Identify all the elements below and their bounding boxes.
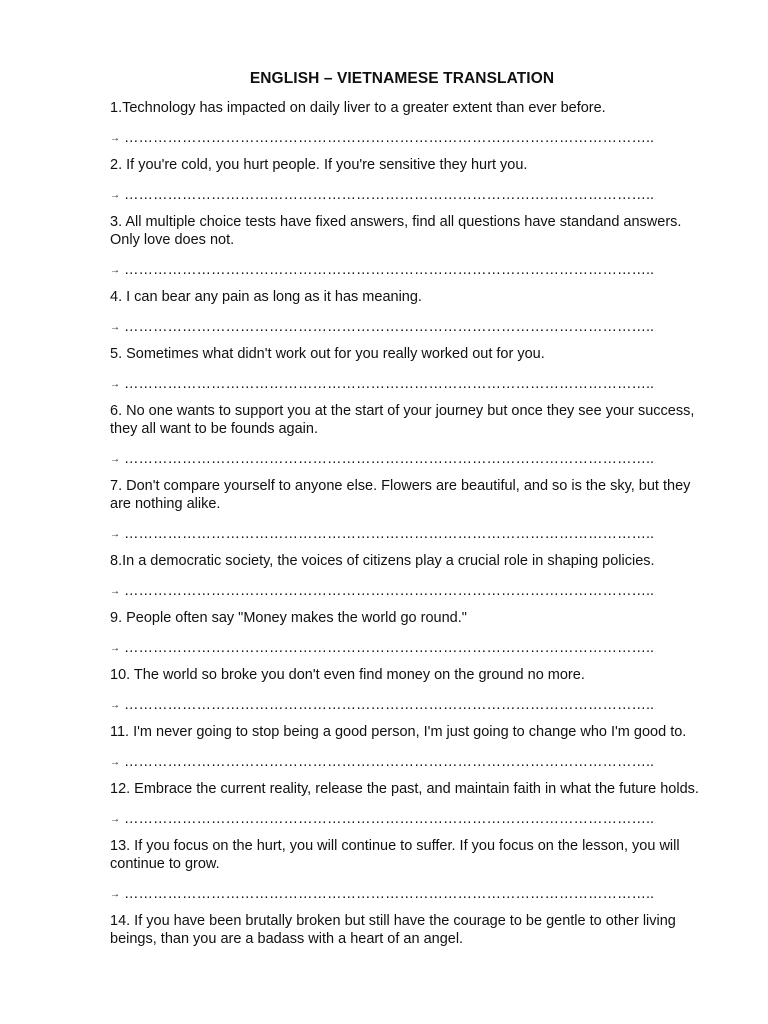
answer-dots: ……………………………………………………………………………………………….. [124, 886, 655, 902]
question-text: 6. No one wants to support you at the start of your journey but once they see your success, they all want to be founds again. [110, 403, 695, 437]
answer-dots: ……………………………………………………………………………………………….. [124, 187, 655, 203]
arrow-icon: → [110, 814, 120, 825]
answer-dots: ……………………………………………………………………………………………….. [124, 376, 655, 392]
answer-dots: ……………………………………………………………………………………………….. [124, 583, 655, 599]
question-text: 2. If you're cold, you hurt people. If you're sensitive they hurt you. [110, 157, 528, 173]
answer-line [110, 810, 710, 829]
list-item [110, 345, 710, 394]
answer-line [110, 261, 710, 280]
answer-line [110, 450, 710, 469]
list-item [110, 156, 710, 205]
answer-line [110, 696, 710, 715]
question-text: 12. Embrace the current reality, release the past, and maintain faith in what the future holds. [110, 781, 699, 797]
answer-dots: ……………………………………………………………………………………………….. [124, 640, 655, 656]
answer-line [110, 885, 710, 904]
list-item [110, 780, 710, 829]
answer-dots: ……………………………………………………………………………………………….. [124, 526, 655, 542]
document-title: ENGLISH – VIETNAMESE TRANSLATION [249, 70, 555, 87]
answer-line [110, 582, 710, 601]
answer-dots: ……………………………………………………………………………………………….. [124, 319, 655, 335]
translation-list [110, 99, 710, 948]
answer-line [110, 186, 710, 205]
arrow-icon: → [110, 265, 120, 276]
answer-dots: ……………………………………………………………………………………………….. [124, 811, 655, 827]
question-text: 7. Don't compare yourself to anyone else. Flowers are beautiful, and so is the sky, but they are nothing alike. [110, 478, 691, 512]
answer-dots: ……………………………………………………………………………………………….. [124, 130, 655, 146]
arrow-icon: → [110, 700, 120, 711]
answer-line [110, 375, 710, 394]
list-item [110, 723, 710, 772]
answer-dots: ……………………………………………………………………………………………….. [124, 451, 655, 467]
list-item [110, 288, 710, 337]
question-text: 13. If you focus on the hurt, you will continue to suffer. If you focus on the lesson, you will continue to grow. [110, 838, 680, 872]
question-text: 1.Technology has impacted on daily liver to a greater extent than ever before. [110, 100, 606, 116]
arrow-icon: → [110, 379, 120, 390]
arrow-icon: → [110, 586, 120, 597]
list-item [110, 552, 710, 601]
arrow-icon: → [110, 454, 120, 465]
arrow-icon: → [110, 322, 120, 333]
answer-line [110, 525, 710, 544]
question-text: 14. If you have been brutally broken but still have the courage to be gentle to other living beings, than you are a badass with a heart of an angel. [110, 913, 676, 947]
arrow-icon: → [110, 133, 120, 144]
answer-dots: ……………………………………………………………………………………………….. [124, 754, 655, 770]
list-item [110, 666, 710, 715]
list-item [110, 99, 710, 148]
arrow-icon: → [110, 757, 120, 768]
arrow-icon: → [110, 190, 120, 201]
question-text: 10. The world so broke you don't even find money on the ground no more. [110, 667, 585, 683]
question-text: 9. People often say "Money makes the world go round." [110, 610, 467, 626]
answer-dots: ……………………………………………………………………………………………….. [124, 697, 655, 713]
question-text: 11. I'm never going to stop being a good person, I'm just going to change who I'm good to. [110, 724, 687, 740]
list-item [110, 213, 710, 280]
list-item [110, 609, 710, 658]
question-text: 3. All multiple choice tests have fixed answers, find all questions have standand answers. Only love does not. [110, 214, 682, 248]
arrow-icon: → [110, 889, 120, 900]
arrow-icon: → [110, 529, 120, 540]
list-item [110, 477, 710, 544]
question-text: 8.In a democratic society, the voices of citizens play a crucial role in shaping policies. [110, 553, 655, 569]
list-item [110, 402, 710, 469]
answer-line [110, 753, 710, 772]
list-item [110, 912, 710, 948]
question-text: 4. I can bear any pain as long as it has meaning. [110, 289, 422, 305]
answer-line [110, 639, 710, 658]
answer-dots: ……………………………………………………………………………………………….. [124, 262, 655, 278]
answer-line [110, 318, 710, 337]
answer-line [110, 129, 710, 148]
list-item [110, 837, 710, 904]
arrow-icon: → [110, 643, 120, 654]
question-text: 5. Sometimes what didn't work out for you really worked out for you. [110, 346, 545, 362]
